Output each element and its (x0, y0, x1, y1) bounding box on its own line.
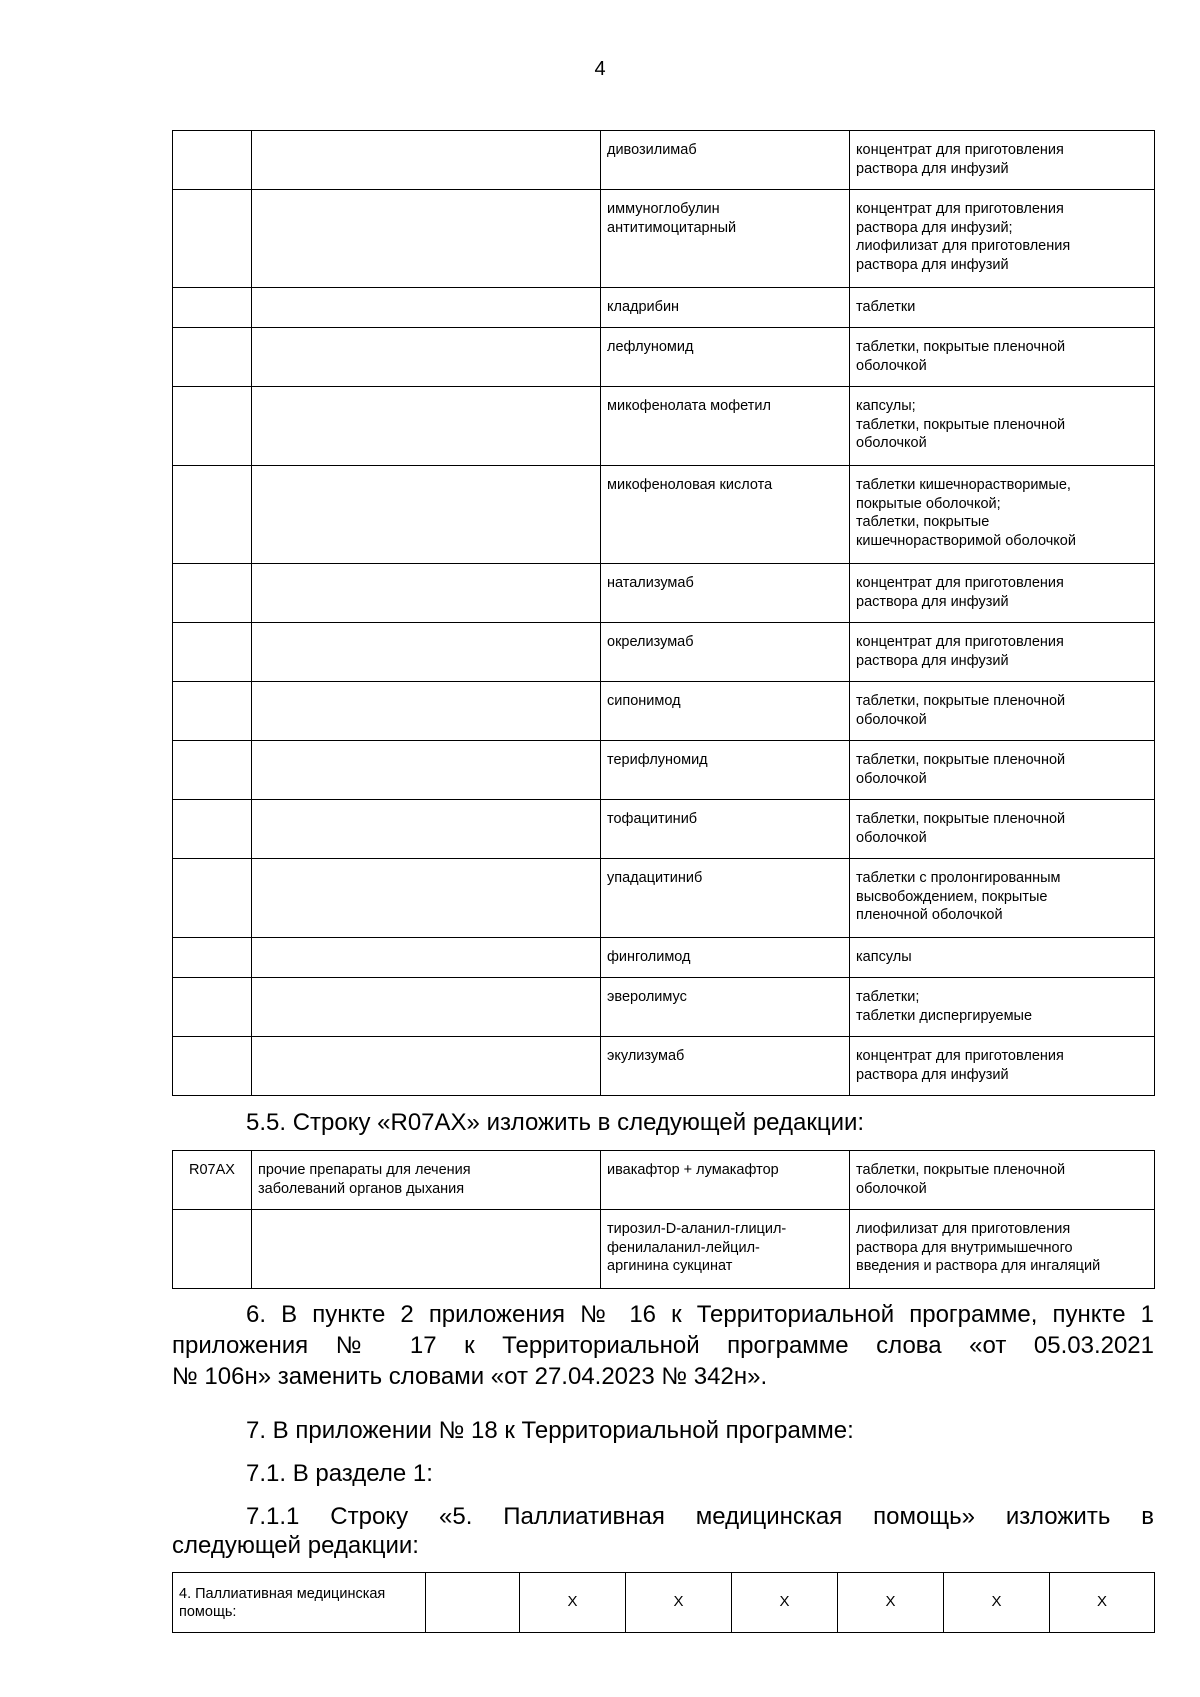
palliative-care-label: 4. Паллиативная медицинская помощь: (173, 1573, 426, 1633)
drug-name-cell: экулизумаб (601, 1037, 850, 1096)
dosage-form-cell: таблетки, покрытые пленочной оболочкой (850, 741, 1155, 800)
table-row (173, 190, 1155, 288)
group-cell (252, 564, 601, 623)
drug-name-cell: сипонимод (601, 682, 850, 741)
atc-code-cell (173, 131, 252, 190)
drug-name-cell: тирозил-D-аланил-глицил- фенилаланил-лейцил- аргинина сукцинат (601, 1210, 850, 1289)
group-cell (252, 288, 601, 328)
group-cell (252, 859, 601, 938)
dosage-form-cell: таблетки, покрытые пленочной оболочкой (850, 800, 1155, 859)
dosage-form-cell: таблетки, покрытые пленочной оболочкой (850, 328, 1155, 387)
drug-table-r07ax (172, 1150, 1155, 1289)
paragraph-7-1-1-line-2: следующей редакции: (172, 1532, 419, 1559)
table-row (173, 466, 1155, 564)
dosage-form-cell: капсулы (850, 938, 1155, 978)
drug-name-cell: эверолимус (601, 978, 850, 1037)
table-row (173, 1037, 1155, 1096)
group-cell (252, 623, 601, 682)
x-cell: Х (1050, 1573, 1155, 1633)
x-cell: Х (838, 1573, 944, 1633)
dosage-form-cell: концентрат для приготовления раствора для инфузий; лиофилизат для приготовления раствора для инфузий (850, 190, 1155, 288)
dosage-form-cell: концентрат для приготовления раствора для инфузий (850, 623, 1155, 682)
x-cell: Х (732, 1573, 838, 1633)
atc-code-cell (173, 387, 252, 466)
paragraph-7-1: 7.1. В разделе 1: (246, 1460, 433, 1487)
atc-code-cell (173, 682, 252, 741)
dosage-form-cell: таблетки; таблетки диспергируемые (850, 978, 1155, 1037)
atc-code-cell (173, 1037, 252, 1096)
atc-code-cell (173, 800, 252, 859)
dosage-form-cell: концентрат для приготовления раствора для инфузий (850, 1037, 1155, 1096)
atc-code-cell: R07AX (173, 1151, 252, 1210)
atc-code-cell (173, 1210, 252, 1289)
x-cell: Х (944, 1573, 1050, 1633)
group-cell (252, 938, 601, 978)
group-cell (252, 387, 601, 466)
dosage-form-cell: капсулы; таблетки, покрытые пленочной оболочкой (850, 387, 1155, 466)
x-cell: Х (520, 1573, 626, 1633)
drug-name-cell: микофеноловая кислота (601, 466, 850, 564)
drug-name-cell: финголимод (601, 938, 850, 978)
atc-code-cell (173, 978, 252, 1037)
table-row (173, 741, 1155, 800)
atc-code-cell (173, 623, 252, 682)
dosage-form-cell: лиофилизат для приготовления раствора для внутримышечного введения и раствора для ингаляций (850, 1210, 1155, 1289)
table-row (173, 1210, 1155, 1289)
group-cell (252, 978, 601, 1037)
group-cell (252, 190, 601, 288)
drug-name-cell: натализумаб (601, 564, 850, 623)
paragraph-5-5: 5.5. Строку «R07AX» изложить в следующей редакции: (246, 1109, 865, 1136)
atc-code-cell (173, 466, 252, 564)
table-row (173, 387, 1155, 466)
table-row (173, 1151, 1155, 1210)
paragraph-7-1-1-line-1: 7.1.1 Строку «5. Паллиативная медицинская помощь» изложить в (246, 1503, 1154, 1530)
atc-code-cell (173, 938, 252, 978)
drug-name-cell: тофацитиниб (601, 800, 850, 859)
dosage-form-cell: таблетки кишечнорастворимые, покрытые оболочкой; таблетки, покрытые кишечнорастворимой оболочкой (850, 466, 1155, 564)
drug-table (172, 130, 1155, 1096)
atc-code-cell (173, 328, 252, 387)
table-row (173, 564, 1155, 623)
group-cell: прочие препараты для лечения заболеваний органов дыхания (252, 1151, 601, 1210)
group-cell (252, 682, 601, 741)
x-cell: Х (626, 1573, 732, 1633)
empty-cell (426, 1573, 520, 1633)
dosage-form-cell: концентрат для приготовления раствора для инфузий (850, 564, 1155, 623)
group-cell (252, 800, 601, 859)
table-row (173, 131, 1155, 190)
group-cell (252, 131, 601, 190)
paragraph-6-line-1: 6. В пункте 2 приложения № 16 к Территориальной программе, пункте 1 (246, 1301, 1154, 1328)
table-row (173, 328, 1155, 387)
drug-name-cell: ивакафтор + лумакафтор (601, 1151, 850, 1210)
atc-code-cell (173, 190, 252, 288)
table-row (173, 682, 1155, 741)
table-row (173, 1573, 1155, 1633)
drug-name-cell: упадацитиниб (601, 859, 850, 938)
table-row (173, 800, 1155, 859)
group-cell (252, 741, 601, 800)
page-number: 4 (594, 58, 606, 80)
drug-name-cell: лефлуномид (601, 328, 850, 387)
drug-name-cell: иммуноглобулин антитимоцитарный (601, 190, 850, 288)
paragraph-6-line-2: приложения № 17 к Территориальной программе слова «от 05.03.2021 (172, 1332, 1154, 1359)
atc-code-cell (173, 859, 252, 938)
group-cell (252, 466, 601, 564)
group-cell (252, 1210, 601, 1289)
dosage-form-cell: таблетки, покрытые пленочной оболочкой (850, 682, 1155, 741)
table-row (173, 859, 1155, 938)
paragraph-7: 7. В приложении № 18 к Территориальной программе: (246, 1417, 854, 1444)
drug-name-cell: микофенолата мофетил (601, 387, 850, 466)
dosage-form-cell: таблетки с пролонгированным высвобождением, покрытые пленочной оболочкой (850, 859, 1155, 938)
table-row (173, 288, 1155, 328)
atc-code-cell (173, 564, 252, 623)
table-row (173, 938, 1155, 978)
drug-name-cell: терифлуномид (601, 741, 850, 800)
dosage-form-cell: концентрат для приготовления раствора для инфузий (850, 131, 1155, 190)
group-cell (252, 328, 601, 387)
drug-name-cell: дивозилимаб (601, 131, 850, 190)
dosage-form-cell: таблетки (850, 288, 1155, 328)
group-cell (252, 1037, 601, 1096)
atc-code-cell (173, 741, 252, 800)
paragraph-6-line-3: № 106н» заменить словами «от 27.04.2023 № 342н». (172, 1363, 768, 1390)
dosage-form-cell: таблетки, покрытые пленочной оболочкой (850, 1151, 1155, 1210)
table-row (173, 978, 1155, 1037)
palliative-care-table (172, 1572, 1155, 1633)
drug-name-cell: окрелизумаб (601, 623, 850, 682)
drug-name-cell: кладрибин (601, 288, 850, 328)
atc-code-cell (173, 288, 252, 328)
table-row (173, 623, 1155, 682)
